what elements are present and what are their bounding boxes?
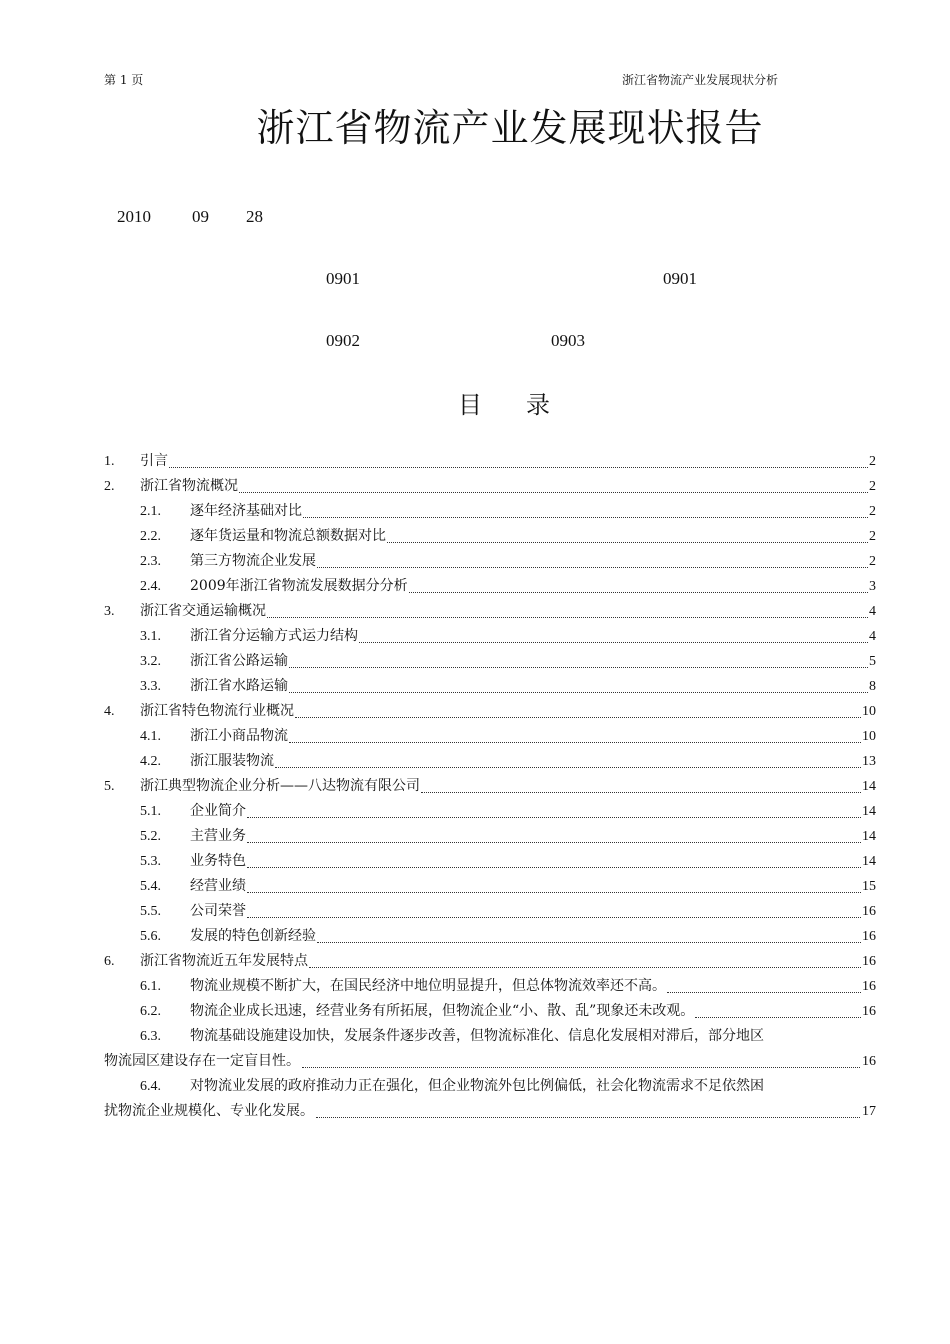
toc-entry-page: 14 xyxy=(862,779,876,794)
toc-entry-page: 13 xyxy=(862,754,876,769)
toc-entry[interactable] xyxy=(104,874,876,899)
dot-leader xyxy=(289,666,868,668)
toc-entry[interactable] xyxy=(104,1074,876,1124)
toc-entry[interactable] xyxy=(104,474,876,499)
toc-entry-page: 16 xyxy=(862,979,876,994)
toc-entry-page: 10 xyxy=(862,729,876,744)
toc-entry-page: 10 xyxy=(862,704,876,719)
dot-leader xyxy=(247,841,861,843)
toc-entry-text: 浙江省特色物流行业概况 xyxy=(140,703,294,719)
toc-entry-page: 14 xyxy=(862,829,876,844)
dot-leader xyxy=(316,1116,860,1118)
toc-entry[interactable] xyxy=(104,774,876,799)
toc-entry-text: 物流业规模不断扩大，在国民经济中地位明显提升，但总体物流效率还不高。 xyxy=(190,978,666,994)
dot-leader xyxy=(275,766,861,768)
dot-leader xyxy=(317,566,868,568)
toc-entry-text: 逐年货运量和物流总额数据对比 xyxy=(190,528,386,544)
dot-leader xyxy=(239,491,868,493)
toc-heading-a: 目 xyxy=(458,391,482,419)
dot-leader xyxy=(302,1066,860,1068)
toc-entry-page: 8 xyxy=(869,679,876,694)
dot-leader xyxy=(289,741,861,743)
toc-entry-page: 2 xyxy=(869,554,876,569)
toc-entry-page: 16 xyxy=(862,1054,876,1069)
document-title: 浙江省物流产业发展现状报告 xyxy=(256,106,764,150)
toc-entry[interactable] xyxy=(104,574,876,599)
date-year: 2010 xyxy=(117,207,151,226)
date-day: 28 xyxy=(246,207,263,226)
dot-leader xyxy=(247,816,861,818)
toc-entry-number: 5.5. xyxy=(140,904,161,919)
toc-entry-text: 浙江省分运输方式运力结构 xyxy=(190,628,358,644)
toc-entry[interactable] xyxy=(104,924,876,949)
toc-entry[interactable] xyxy=(104,799,876,824)
toc-heading-b: 录 xyxy=(526,391,550,419)
dot-leader xyxy=(267,616,868,618)
toc-entry-number: 2.1. xyxy=(140,504,161,519)
toc-entry-number: 5.3. xyxy=(140,854,161,869)
toc-entry[interactable] xyxy=(104,649,876,674)
toc-entry-number: 6.1. xyxy=(140,979,161,994)
toc-entry-number: 4.1. xyxy=(140,729,161,744)
date-month: 09 xyxy=(192,207,209,226)
dot-leader xyxy=(421,791,861,793)
toc-entry-text: 物流企业成长迅速，经营业务有所拓展，但物流企业“小、散、乱”现象还未改观。 xyxy=(190,1003,695,1019)
toc-entry-number: 5.1. xyxy=(140,804,161,819)
toc-entry-number: 4. xyxy=(104,704,115,719)
toc-entry-text: 发展的特色创新经验 xyxy=(190,928,316,944)
toc-entry-text: 浙江典型物流企业分析——八达物流有限公司 xyxy=(140,778,420,794)
dot-leader xyxy=(387,541,868,543)
toc-entry-page: 16 xyxy=(862,954,876,969)
dot-leader xyxy=(247,916,861,918)
toc-entry-text: 对物流业发展的政府推动力正在强化，但企业物流外包比例偏低，社会化物流需求不足依然困 xyxy=(190,1078,764,1094)
toc-entry-number: 3.2. xyxy=(140,654,161,669)
dot-leader xyxy=(667,991,861,993)
toc-heading xyxy=(0,390,950,420)
toc-entry-text: 2009年浙江省物流发展数据分分析 xyxy=(190,578,408,594)
meta-code-2: 0901 xyxy=(663,269,697,288)
toc-entry-number: 3. xyxy=(104,604,115,619)
dot-leader xyxy=(359,641,868,643)
toc-entry-page: 2 xyxy=(869,504,876,519)
toc-entry[interactable] xyxy=(104,499,876,524)
toc-entry-page: 3 xyxy=(869,579,876,594)
dot-leader xyxy=(289,691,868,693)
toc-entry-page: 17 xyxy=(862,1104,876,1119)
toc-entry[interactable] xyxy=(104,899,876,924)
toc-entry[interactable] xyxy=(104,599,876,624)
dot-leader xyxy=(247,891,861,893)
toc-entry-page: 16 xyxy=(862,929,876,944)
toc-entry-page: 2 xyxy=(869,479,876,494)
toc-entry-number: 2. xyxy=(104,479,115,494)
toc-entry[interactable] xyxy=(104,549,876,574)
toc-entry-text-continued: 扰物流企业规模化、专业化发展。 xyxy=(104,1103,314,1119)
toc-entry[interactable] xyxy=(104,674,876,699)
dot-leader xyxy=(247,866,861,868)
toc-entry-number: 3.1. xyxy=(140,629,161,644)
toc-entry-number: 5.6. xyxy=(140,929,161,944)
toc-entry[interactable] xyxy=(104,724,876,749)
toc-entry-text: 浙江省交通运输概况 xyxy=(140,603,266,619)
toc-entry[interactable] xyxy=(104,449,876,474)
toc-entry[interactable] xyxy=(104,974,876,999)
meta-code-1: 0901 xyxy=(326,269,360,288)
toc-entry-number: 6.4. xyxy=(140,1079,161,1094)
toc-entry-page: 5 xyxy=(869,654,876,669)
dot-leader xyxy=(303,516,868,518)
toc-entry-number: 5.4. xyxy=(140,879,161,894)
toc-entry-number: 1. xyxy=(104,454,115,469)
toc-entry-page: 14 xyxy=(862,854,876,869)
toc-entry[interactable] xyxy=(104,999,876,1024)
toc-entry[interactable] xyxy=(104,1024,876,1074)
meta-code-3: 0902 xyxy=(326,331,360,350)
toc-entry[interactable] xyxy=(104,949,876,974)
toc-entry-text: 业务特色 xyxy=(190,853,246,869)
toc-entry-number: 4.2. xyxy=(140,754,161,769)
toc-entry-page: 15 xyxy=(862,879,876,894)
toc-entry[interactable] xyxy=(104,524,876,549)
toc-entry-number: 6. xyxy=(104,954,115,969)
toc-entry-number: 5.2. xyxy=(140,829,161,844)
toc-entry-text: 浙江小商品物流 xyxy=(190,728,288,744)
dot-leader xyxy=(409,591,868,593)
toc-entry-page: 14 xyxy=(862,804,876,819)
toc-entry-page: 16 xyxy=(862,904,876,919)
dot-leader xyxy=(169,466,868,468)
meta-code-4: 0903 xyxy=(551,331,585,350)
toc-entry-page: 16 xyxy=(862,1004,876,1019)
toc-entry-text: 第三方物流企业发展 xyxy=(190,553,316,569)
toc-entry-number: 6.3. xyxy=(140,1029,161,1044)
toc-entry-page: 4 xyxy=(869,604,876,619)
toc-entry[interactable] xyxy=(104,699,876,724)
toc-entry-text: 浙江省水路运输 xyxy=(190,678,288,694)
toc-entry-number: 2.4. xyxy=(140,579,161,594)
toc-entry[interactable] xyxy=(104,749,876,774)
table-of-contents xyxy=(104,449,876,1124)
toc-entry-text: 引言 xyxy=(140,453,168,469)
toc-entry-text: 公司荣誉 xyxy=(190,903,246,919)
toc-entry-text-continued: 物流园区建设存在一定盲目性。 xyxy=(104,1053,300,1069)
toc-entry-text: 浙江省物流概况 xyxy=(140,478,238,494)
toc-entry-text: 浙江服装物流 xyxy=(190,753,274,769)
toc-entry-text: 经营业绩 xyxy=(190,878,246,894)
toc-entry-text: 逐年经济基础对比 xyxy=(190,503,302,519)
toc-entry[interactable] xyxy=(104,849,876,874)
toc-entry-text: 主营业务 xyxy=(190,828,246,844)
toc-entry-number: 2.2. xyxy=(140,529,161,544)
toc-entry-number: 3.3. xyxy=(140,679,161,694)
toc-entry-page: 2 xyxy=(869,454,876,469)
toc-entry-number: 6.2. xyxy=(140,1004,161,1019)
dot-leader xyxy=(695,1016,861,1018)
dot-leader xyxy=(295,716,861,718)
toc-entry[interactable] xyxy=(104,824,876,849)
dot-leader xyxy=(309,966,861,968)
dot-leader xyxy=(317,941,861,943)
toc-entry-number: 2.3. xyxy=(140,554,161,569)
toc-entry-text: 物流基础设施建设加快，发展条件逐步改善，但物流标准化、信息化发展相对滞后，部分地区 xyxy=(190,1028,764,1044)
toc-entry-page: 4 xyxy=(869,629,876,644)
page-number-label: 第 1 页 xyxy=(104,73,144,87)
toc-entry-number: 5. xyxy=(104,779,115,794)
toc-entry-text: 浙江省公路运输 xyxy=(190,653,288,669)
running-title: 浙江省物流产业发展现状分析 xyxy=(621,73,778,87)
toc-entry[interactable] xyxy=(104,624,876,649)
toc-entry-text: 浙江省物流近五年发展特点 xyxy=(140,953,308,969)
toc-entry-page: 2 xyxy=(869,529,876,544)
toc-entry-text: 企业简介 xyxy=(190,803,246,819)
